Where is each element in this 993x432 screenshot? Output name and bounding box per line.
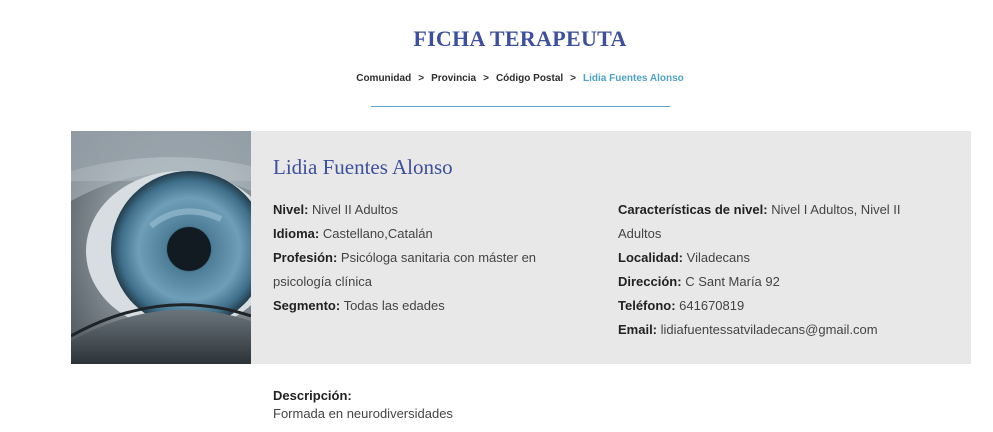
field-label: Idioma: [273,226,320,241]
breadcrumb-separator: > [483,73,489,84]
field-caracteristicas-nivel [618,198,938,246]
field-value: Nivel I Adultos, Nivel II Adultos [618,202,901,241]
field-label: Segmento: [273,298,341,313]
therapist-name: Lidia Fuentes Alonso [273,155,453,179]
field-value: Nivel II Adultos [312,202,399,217]
field-label: Profesión: [273,250,338,265]
therapist-photo [71,131,251,364]
field-label: Localidad: [618,250,684,265]
field-telefono [618,294,938,318]
page-title: FICHA TERAPEUTA [413,26,627,51]
email-link[interactable]: lidiafuentessatviladecans@gmail.com [660,322,878,337]
field-idioma [273,222,573,246]
field-value: Psicóloga sanitaria con máster en psicología clínica [273,250,537,289]
description-section [273,387,453,423]
description-text: Formada en neurodiversidades [273,406,453,421]
therapist-info-left [273,198,573,318]
breadcrumb-item-codigo-postal[interactable]: Código Postal [495,73,564,84]
field-label: Nivel: [273,202,309,217]
therapist-card [71,131,971,364]
field-value: C Sant María 92 [685,274,780,289]
breadcrumb-separator: > [418,73,425,84]
field-nivel [273,198,573,222]
field-value: 641670819 [679,298,745,313]
breadcrumb-current: Lidia Fuentes Alonso [583,73,684,84]
therapist-info-right [618,198,938,342]
field-segmento [273,294,573,318]
field-profesion [273,246,573,294]
field-label: Teléfono: [618,298,676,313]
field-label: Dirección: [618,274,682,289]
field-direccion [618,270,938,294]
field-email [618,318,938,342]
field-label: Características de nivel: [618,202,768,217]
breadcrumb-item-comunidad[interactable]: Comunidad [356,73,412,84]
field-localidad [618,246,938,270]
title-divider [371,106,670,107]
field-label: Email: [618,322,658,337]
eye-image-icon [71,131,251,364]
description-label: Descripción: [273,388,352,403]
field-value: Todas las edades [343,298,445,313]
field-value: Castellano,Catalán [322,226,433,241]
breadcrumb-separator: > [570,73,577,84]
field-value: Viladecans [686,250,751,265]
breadcrumb [0,73,993,84]
breadcrumb-item-provincia[interactable]: Provincia [431,73,477,84]
